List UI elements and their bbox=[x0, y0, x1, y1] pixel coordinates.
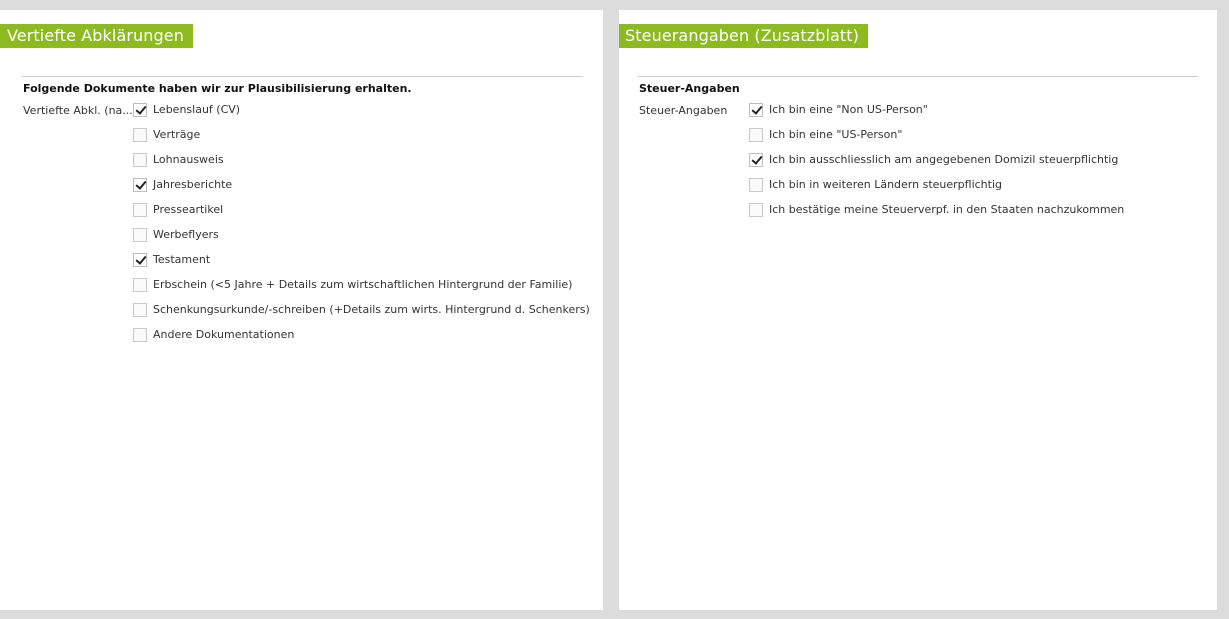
checkbox-label: Andere Dokumentationen bbox=[153, 328, 295, 341]
section-title: Steuer-Angaben bbox=[639, 82, 740, 95]
checkbox-label: Lohnausweis bbox=[153, 153, 224, 166]
checkbox-label: Presseartikel bbox=[153, 203, 224, 216]
checkbox-option[interactable] bbox=[133, 128, 590, 153]
checkbox-label: Verträge bbox=[153, 128, 201, 141]
checkbox-unchecked[interactable] bbox=[133, 128, 147, 142]
checkbox-option[interactable] bbox=[749, 178, 1124, 203]
panel-steuerangaben bbox=[619, 10, 1217, 610]
checkbox-label: Testament bbox=[153, 253, 211, 266]
checkbox-label: Ich bin ausschliesslich am angegebenen Domizil steuerpflichtig bbox=[769, 153, 1119, 166]
checkbox-option[interactable] bbox=[133, 278, 590, 303]
checkbox-list bbox=[749, 103, 1124, 228]
checkbox-checked[interactable] bbox=[133, 178, 147, 192]
checkbox-label: Ich bin in weiteren Ländern steuerpflichtig bbox=[769, 178, 1003, 191]
checkbox-checked[interactable] bbox=[133, 103, 147, 117]
checkbox-option[interactable] bbox=[133, 253, 590, 278]
checkbox-option[interactable] bbox=[133, 178, 590, 203]
divider bbox=[22, 76, 583, 77]
checkbox-list bbox=[133, 103, 590, 353]
checkbox-option[interactable] bbox=[133, 103, 590, 128]
panel-title-tab: Steuerangaben (Zusatzblatt) bbox=[619, 24, 868, 48]
section-title: Folgende Dokumente haben wir zur Plausibilisierung erhalten. bbox=[23, 82, 412, 95]
checkbox-label: Werbeflyers bbox=[153, 228, 219, 241]
checkbox-label: Ich bin eine "US-Person" bbox=[769, 128, 903, 141]
checkbox-unchecked[interactable] bbox=[133, 203, 147, 217]
checkbox-checked[interactable] bbox=[133, 253, 147, 267]
checkbox-checked[interactable] bbox=[749, 103, 763, 117]
panel-title-tab: Vertiefte Abklärungen bbox=[0, 24, 193, 48]
checkbox-option[interactable] bbox=[133, 228, 590, 253]
checkbox-label: Erbschein (<5 Jahre + Details zum wirtschaftlichen Hintergrund der Familie) bbox=[153, 278, 573, 291]
checkbox-option[interactable] bbox=[133, 328, 590, 353]
checkbox-label: Jahresberichte bbox=[153, 178, 233, 191]
checkbox-unchecked[interactable] bbox=[133, 278, 147, 292]
field-label: Vertiefte Abkl. (na... bbox=[23, 104, 133, 117]
checkbox-option[interactable] bbox=[749, 103, 1124, 128]
checkbox-option[interactable] bbox=[133, 303, 590, 328]
checkbox-option[interactable] bbox=[133, 203, 590, 228]
checkbox-option[interactable] bbox=[133, 153, 590, 178]
checkbox-option[interactable] bbox=[749, 128, 1124, 153]
checkbox-unchecked[interactable] bbox=[749, 128, 763, 142]
checkbox-unchecked[interactable] bbox=[749, 203, 763, 217]
checkbox-unchecked[interactable] bbox=[133, 303, 147, 317]
checkbox-unchecked[interactable] bbox=[133, 153, 147, 167]
checkbox-checked[interactable] bbox=[749, 153, 763, 167]
checkbox-option[interactable] bbox=[749, 153, 1124, 178]
checkbox-unchecked[interactable] bbox=[133, 328, 147, 342]
checkbox-label: Schenkungsurkunde/-schreiben (+Details zum wirts. Hintergrund d. Schenkers) bbox=[153, 303, 590, 316]
checkbox-unchecked[interactable] bbox=[133, 228, 147, 242]
checkbox-label: Lebenslauf (CV) bbox=[153, 103, 241, 116]
field-label: Steuer-Angaben bbox=[639, 104, 728, 117]
panel-vertiefte-abklaerungen bbox=[0, 10, 603, 610]
checkbox-label: Ich bestätige meine Steuerverpf. in den Staaten nachzukommen bbox=[769, 203, 1125, 216]
checkbox-option[interactable] bbox=[749, 203, 1124, 228]
checkbox-unchecked[interactable] bbox=[749, 178, 763, 192]
checkbox-label: Ich bin eine "Non US-Person" bbox=[769, 103, 928, 116]
divider bbox=[638, 76, 1198, 77]
